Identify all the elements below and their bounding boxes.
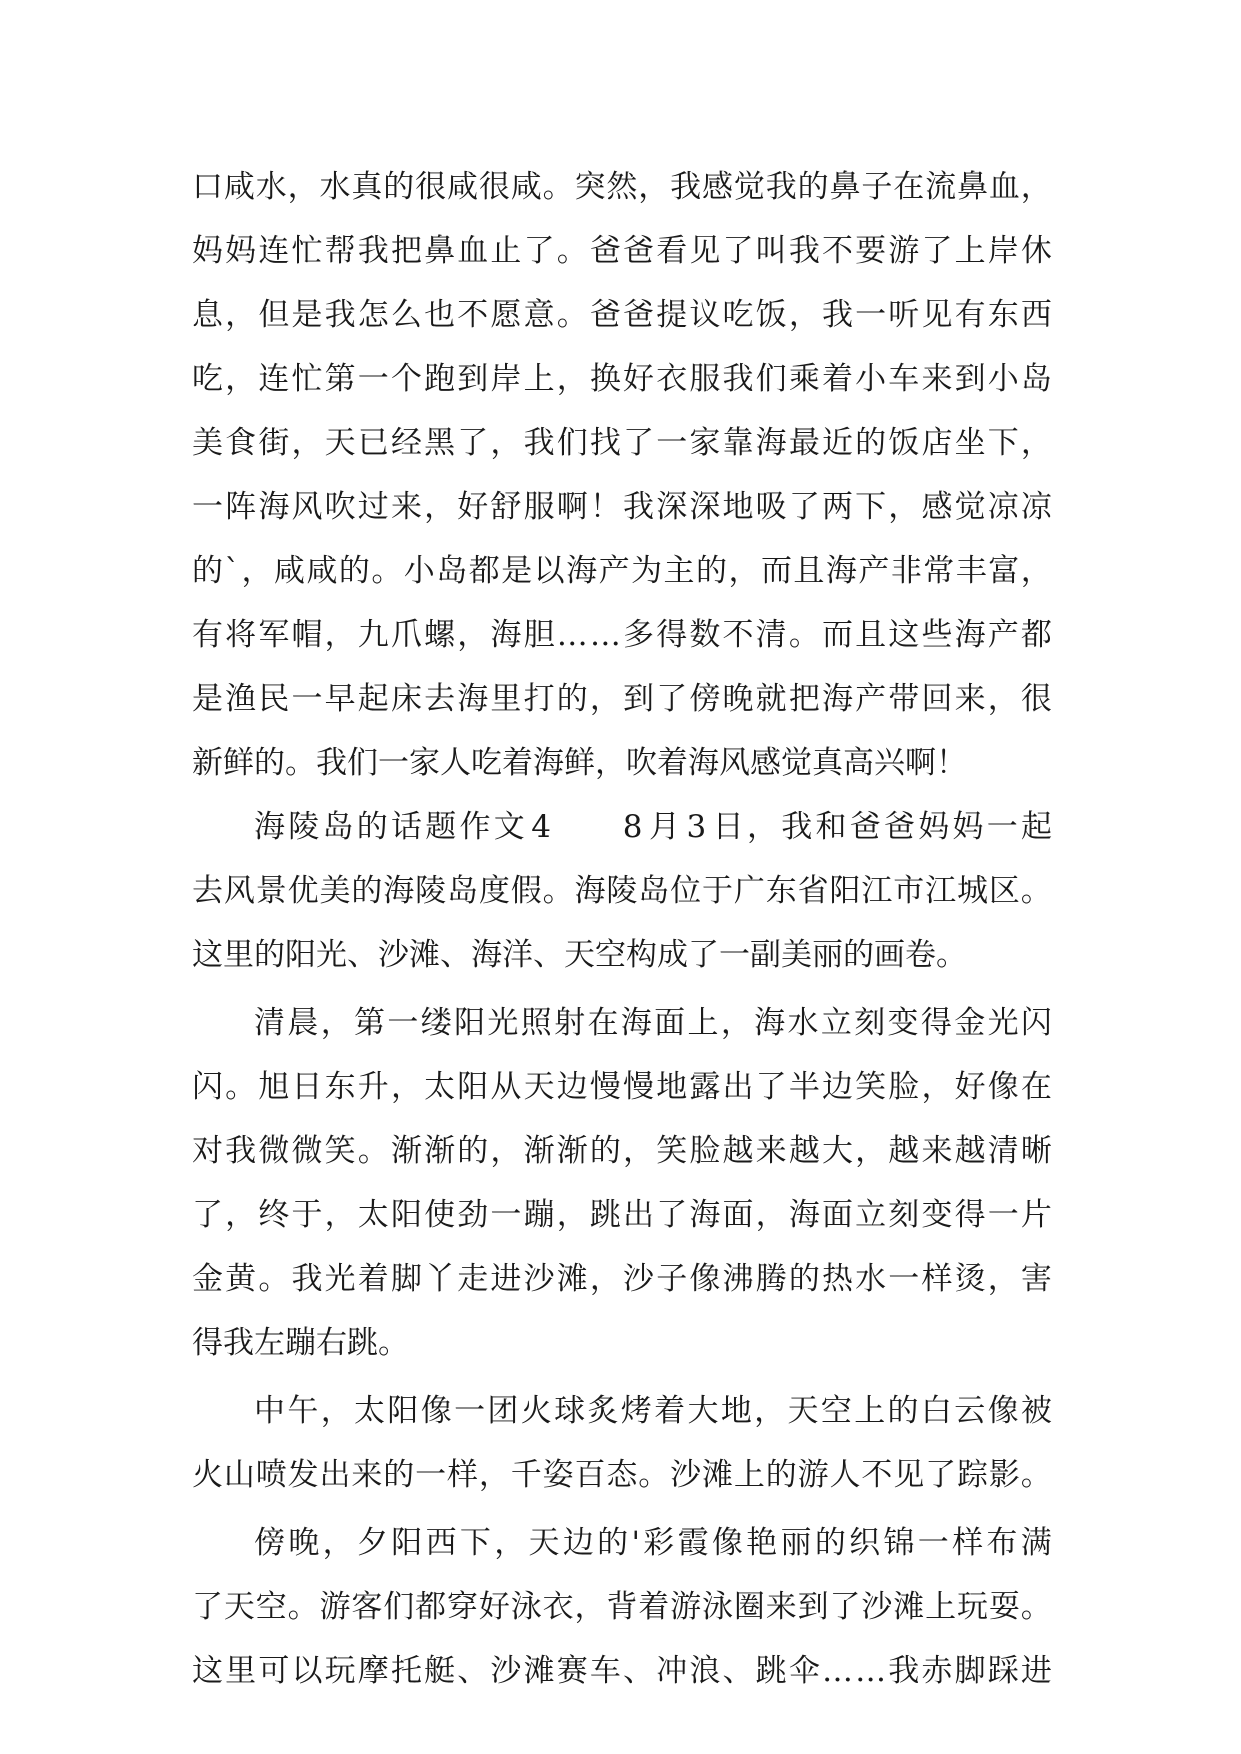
text-line: 的 ` ， 咸 咸 的 。 小 岛 都 是 以 海 产 为 主 的 ， 而 且 海 产 非 常 丰 富 ， — [192, 553, 1052, 589]
paragraph-start-line: 傍 晚 ， 夕 阳 西 下 ， 天 边 的 ' 彩 霞 像 艳 丽 的 织 锦 一 样 布 满 — [254, 1525, 1052, 1561]
text-line: 是 渔 民 一 早 起 床 去 海 里 打 的 ， 到 了 傍 晚 就 把 海 产 带 回 来 ， 很 — [192, 681, 1052, 717]
text-line: 有 将 军 帽 ， 九 爪 螺 ， 海 胆 … … 多 得 数 不 清 。 而 且 这 些 海 产 都 — [192, 617, 1052, 653]
text-line: 吃 ， 连 忙 第 一 个 跑 到 岸 上 ， 换 好 衣 服 我 们 乘 着 小 车 来 到 小 岛 — [192, 361, 1052, 397]
text-line: 口 咸 水 ， 水 真 的 很 咸 很 咸 。 突 然 ， 我 感 觉 我 的 鼻 子 在 流 鼻 血 ， — [192, 169, 1052, 205]
text-line: 对 我 微 微 笑 。 渐 渐 的 ， 渐 渐 的 ， 笑 脸 越 来 越 大 ， 越 来 越 清 晰 — [192, 1133, 1052, 1169]
paragraph-start-line: 清 晨 ， 第 一 缕 阳 光 照 射 在 海 面 上 ， 海 水 立 刻 变 得 金 光 闪 — [254, 1005, 1052, 1041]
text-line: 金 黄 。 我 光 着 脚 丫 走 进 沙 滩 ， 沙 子 像 沸 腾 的 热 水 一 样 烫 ， 害 — [192, 1261, 1052, 1297]
essay-heading-line: 海 陵 岛 的 话 题 作 文 4 8 月 3 日 ， 我 和 爸 爸 妈 妈 一 起 — [254, 809, 1052, 845]
text-line: 了 天 空 。 游 客 们 都 穿 好 泳 衣 ， 背 着 游 泳 圈 来 到 了 沙 滩 上 玩 耍 。 — [192, 1589, 1052, 1625]
text-line: 新鲜的。我们一家人吃着海鲜，吹着海风感觉真高兴啊！ — [192, 745, 967, 781]
text-line: 了 ， 终 于 ， 太 阳 使 劲 一 蹦 ， 跳 出 了 海 面 ， 海 面 立 刻 变 得 一 片 — [192, 1197, 1052, 1233]
text-line: 这里的阳光、沙滩、海洋、天空构成了一副美丽的画卷。 — [192, 937, 967, 973]
text-line: 这 里 可 以 玩 摩 托 艇 、 沙 滩 赛 车 、 冲 浪 、 跳 伞 … … 我 赤 脚 踩 进 — [192, 1653, 1052, 1689]
text-line: 去 风 景 优 美 的 海 陵 岛 度 假 。 海 陵 岛 位 于 广 东 省 阳 江 市 江 城 区 。 — [192, 873, 1052, 909]
text-line: 妈 妈 连 忙 帮 我 把 鼻 血 止 了 。 爸 爸 看 见 了 叫 我 不 要 游 了 上 岸 休 — [192, 233, 1052, 269]
text-line: 美 食 街 ， 天 已 经 黑 了 ， 我 们 找 了 一 家 靠 海 最 近 的 饭 店 坐 下 ， — [192, 425, 1052, 461]
text-line: 得我左蹦右跳。 — [192, 1325, 409, 1361]
essay-body — [192, 155, 1052, 1703]
text-line: 闪 。 旭 日 东 升 ， 太 阳 从 天 边 慢 慢 地 露 出 了 半 边 笑 脸 ， 好 像 在 — [192, 1069, 1052, 1105]
text-line: 息 ， 但 是 我 怎 么 也 不 愿 意 。 爸 爸 提 议 吃 饭 ， 我 一 听 见 有 东 西 — [192, 297, 1052, 333]
text-line: 一 阵 海 风 吹 过 来 ， 好 舒 服 啊 ！ 我 深 深 地 吸 了 两 下 ， 感 觉 凉 凉 — [192, 489, 1052, 525]
paragraph-start-line: 中 午 ， 太 阳 像 一 团 火 球 炙 烤 着 大 地 ， 天 空 上 的 白 云 像 被 — [254, 1393, 1052, 1429]
text-line: 火 山 喷 发 出 来 的 一 样 ， 千 姿 百 态 。 沙 滩 上 的 游 人 不 见 了 踪 影 。 — [192, 1457, 1052, 1493]
